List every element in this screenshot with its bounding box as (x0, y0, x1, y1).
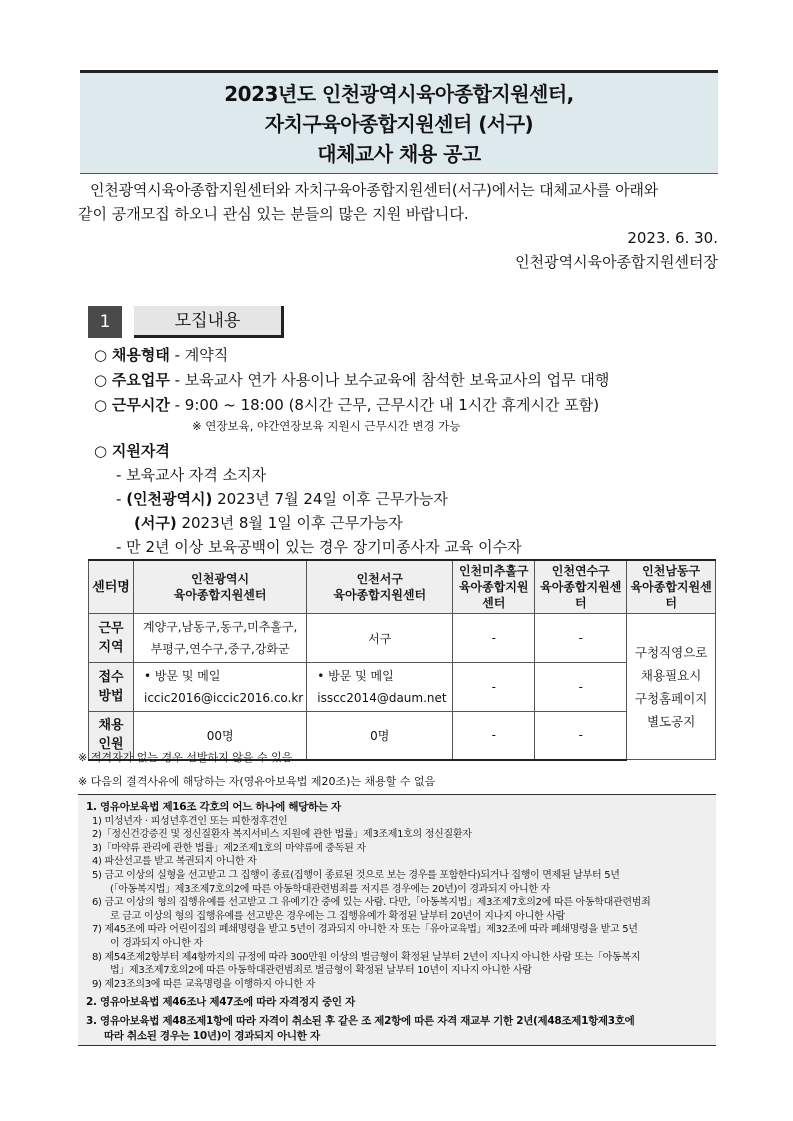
qualification-date: 2023년 8월 1일 이후 근무가능자 (176, 514, 403, 532)
disqualify-item-cont: (「아동복지법」제3조제7호의2에 따른 아동학대관련범죄를 저지른 경우에는 20년)이 경과되지 아니한 자 (110, 883, 550, 895)
cell-text: 구청홈페이지 (634, 690, 708, 706)
cell-count-michuhol: - (453, 712, 535, 760)
item-label: 주요업무 (111, 371, 170, 389)
item-value: - 보육교사 연가 사용이나 보수교육에 참석한 보육교사의 업무 대행 (174, 371, 610, 389)
intro-paragraph-line-1: 인천광역시육아종합지원센터와 자치구육아종합지원센터(서구)에서는 대체교사를 아래와 (90, 181, 659, 199)
item-value: - 9:00 ~ 18:00 (8시간 근무, 근무시간 내 1시간 휴게시간 포함) (174, 396, 600, 414)
row-label: 근무 (98, 621, 124, 636)
item-duty (94, 369, 609, 390)
disqualify-item: 2)「정신건강증진 및 정신질환자 복지서비스 지원에 관한 법률」제3조제1호의 정신질환자 (92, 829, 472, 841)
notice-date: 2023. 6. 30. (627, 229, 718, 247)
col-label: 육아종합지원센터 (630, 580, 712, 610)
cell-area-seogu: 서구 (307, 614, 453, 663)
row-apply-method (89, 663, 134, 712)
dash: - (116, 490, 127, 508)
title-line-1: 2023년도 인천광역시육아종합지원센터, (224, 82, 574, 106)
cell-count-yeonsu: - (535, 712, 627, 760)
item-label: 지원자격 (111, 442, 170, 460)
disqualify-item: 3)「마약류 관리에 관한 법률」제2조제1호의 마약류에 중독된 자 (92, 842, 366, 854)
disqualify-item-cont: 로 금고 이상의 형의 집행유예를 선고받은 경우에는 그 집행유예가 확정된 날부터 20년이 지나지 아니한 사람 (110, 910, 565, 922)
disqualification-box (78, 794, 716, 1046)
cell-area-incheon (134, 614, 307, 663)
intro-paragraph-line-2: 같이 공개모집 하오니 관심 있는 분들의 많은 지원 바랍니다. (78, 205, 469, 223)
email-text: isscc2014@daum.net (317, 691, 447, 705)
cell-method-seogu (307, 663, 453, 712)
cell-text: 채용필요시 (640, 667, 702, 683)
cell-text: • 방문 및 메일 (317, 669, 394, 683)
col-namdong (627, 560, 716, 614)
col-label: 인천남동구 (642, 564, 701, 578)
notice-signature: 인천광역시육아종합지원센터장 (515, 253, 718, 271)
footnote-2: ※ 다음의 결격사유에 해당하는 자(영유아보육법 제20조)는 채용할 수 없음 (78, 775, 436, 788)
item-hours (94, 394, 599, 415)
row-work-area (89, 614, 134, 663)
circle-bullet-icon: ○ (94, 442, 112, 460)
col-incheon (134, 560, 307, 614)
col-label: 육아종합지원센터 (333, 588, 427, 602)
item-label: 근무시간 (111, 396, 170, 414)
qualification-region: (서구) (134, 514, 177, 532)
item-value: - 계약직 (174, 346, 229, 364)
disqualify-heading-3: 3. 영유아보육법 제48조제1항에 따라 자격이 취소된 후 같은 조 제2항에 따른 자격 재교부 기한 2년(제48조제1항제3호에 (86, 1014, 635, 1027)
item-employment (94, 344, 228, 365)
section-number: 1 (88, 306, 122, 338)
row-label: 접수 (98, 670, 124, 685)
hours-note: ※ 연장보육, 야간연장보육 지원시 근무시간 변경 가능 (192, 419, 461, 433)
qualification-1: - 보육교사 자격 소지자 (116, 466, 267, 484)
col-seogu (307, 560, 453, 614)
col-michuhol (453, 560, 535, 614)
col-label: 인천미추홀구 (458, 564, 529, 578)
circle-bullet-icon: ○ (94, 346, 112, 364)
circle-bullet-icon: ○ (94, 396, 112, 414)
cell-text: 별도공지 (646, 713, 696, 729)
table-row (89, 614, 716, 663)
table-corner: 센터명 (89, 560, 134, 614)
cell-text: 구청직영으로 (634, 644, 708, 660)
col-label: 인천광역시 (191, 572, 250, 586)
footnotes (78, 746, 435, 794)
col-yeonsu (535, 560, 627, 614)
cell-method-incheon (134, 663, 307, 712)
qualification-4: - 만 2년 이상 보육공백이 있는 경우 장기미종사자 교육 이수자 (116, 538, 522, 556)
cell-text: 계양구,남동구,동구,미추홀구, (142, 620, 298, 634)
disqualify-item-cont: 이 경과되지 아니한 자 (110, 937, 203, 949)
title-box (80, 70, 718, 174)
disqualify-heading-3-cont: 따라 취소된 경우는 10년)이 경과되지 아니한 자 (104, 1029, 320, 1042)
disqualify-item: 8) 제54조제2항부터 제4항까지의 규정에 따라 300만원 이상의 벌금형이 확정된 날부터 2년이 지나지 아니한 사람 또는「아동복지 (92, 951, 641, 963)
cell-method-michuhol: - (453, 663, 535, 712)
cell-method-yeonsu: - (535, 663, 627, 712)
qualification-3 (134, 512, 403, 533)
email-text: iccic2016@iccic2016.co.kr (144, 691, 304, 705)
title-line-2: 자치구육아종합지원센터 (서구) (264, 112, 534, 136)
table-header-row (89, 560, 716, 614)
row-label: 방법 (98, 689, 124, 704)
qualification-2 (116, 488, 448, 509)
circle-bullet-icon: ○ (94, 371, 112, 389)
col-label: 육아종합지원센터 (540, 580, 622, 610)
footnote-1: ※ 적격자가 없는 경우 선발하지 않을 수 있음 (78, 751, 293, 764)
title-line-3: 대체교사 채용 공고 (317, 142, 481, 166)
intro (78, 178, 720, 274)
cell-namdong-note (627, 614, 716, 760)
disqualify-item: 6) 금고 이상의 형의 집행유예를 선고받고 그 유예기간 중에 있는 사람. 다만,「아동복지법」제3조제7호의2에 따른 아동학대관련범죄 (92, 897, 651, 909)
disqualify-item: 7) 제45조에 따라 어린이집의 폐쇄명령을 받고 5년이 경과되지 아니한 자 또는「유아교육법」제32조에 따라 폐쇄명령을 받고 5년 (92, 924, 638, 936)
row-label: 채용 (98, 718, 124, 734)
disqualify-item: 9) 제23조의3에 따른 교육명령을 이행하지 아니한 자 (92, 978, 315, 990)
section-title: 모집내용 (134, 306, 284, 338)
item-qualification (94, 440, 170, 461)
disqualify-item: 4) 파산선고를 받고 복권되지 아니한 자 (92, 856, 257, 868)
item-label: 채용형태 (111, 346, 170, 364)
col-label: 육아종합지원센터 (173, 588, 267, 602)
cell-count-seogu: 0명 (307, 712, 453, 760)
qualification-region: (인천광역시) (126, 490, 213, 508)
cell-text: 부평구,연수구,중구,강화군 (150, 642, 290, 656)
disqualify-item: 5) 금고 이상의 실형을 선고받고 그 집행이 종료(집행이 종료된 것으로 보는 경우를 포함한다)되거나 집행이 면제된 날부터 5년 (92, 869, 620, 881)
row-label: 지역 (98, 640, 124, 655)
disqualify-item-cont: 법」제3조제7호의2에 따른 아동학대관련범죄로 벌금형이 확정된 날부터 10년이 지나지 아니한 사람 (110, 965, 532, 977)
cell-text: • 방문 및 메일 (144, 669, 221, 683)
col-label: 인천연수구 (551, 564, 610, 578)
disqualify-item: 1) 미성년자 · 피성년후견인 또는 피한정후견인 (92, 815, 288, 827)
col-label: 육아종합지원센터 (458, 580, 529, 610)
qualification-date: 2023년 7월 24일 이후 근무가능자 (212, 490, 448, 508)
table-row (89, 663, 716, 712)
row-label: 인원 (98, 737, 124, 753)
cell-area-michuhol: - (453, 614, 535, 663)
cell-count-incheon: 00명 (134, 712, 307, 760)
recruit-table (88, 559, 716, 761)
disqualify-heading-2: 2. 영유아보육법 제46조나 제47조에 따라 자격정지 중인 자 (86, 996, 355, 1009)
col-label: 인천서구 (356, 572, 403, 586)
disqualify-heading-1: 1. 영유아보육법 제16조 각호의 어느 하나에 해당하는 자 (86, 801, 341, 813)
cell-area-yeonsu: - (535, 614, 627, 663)
